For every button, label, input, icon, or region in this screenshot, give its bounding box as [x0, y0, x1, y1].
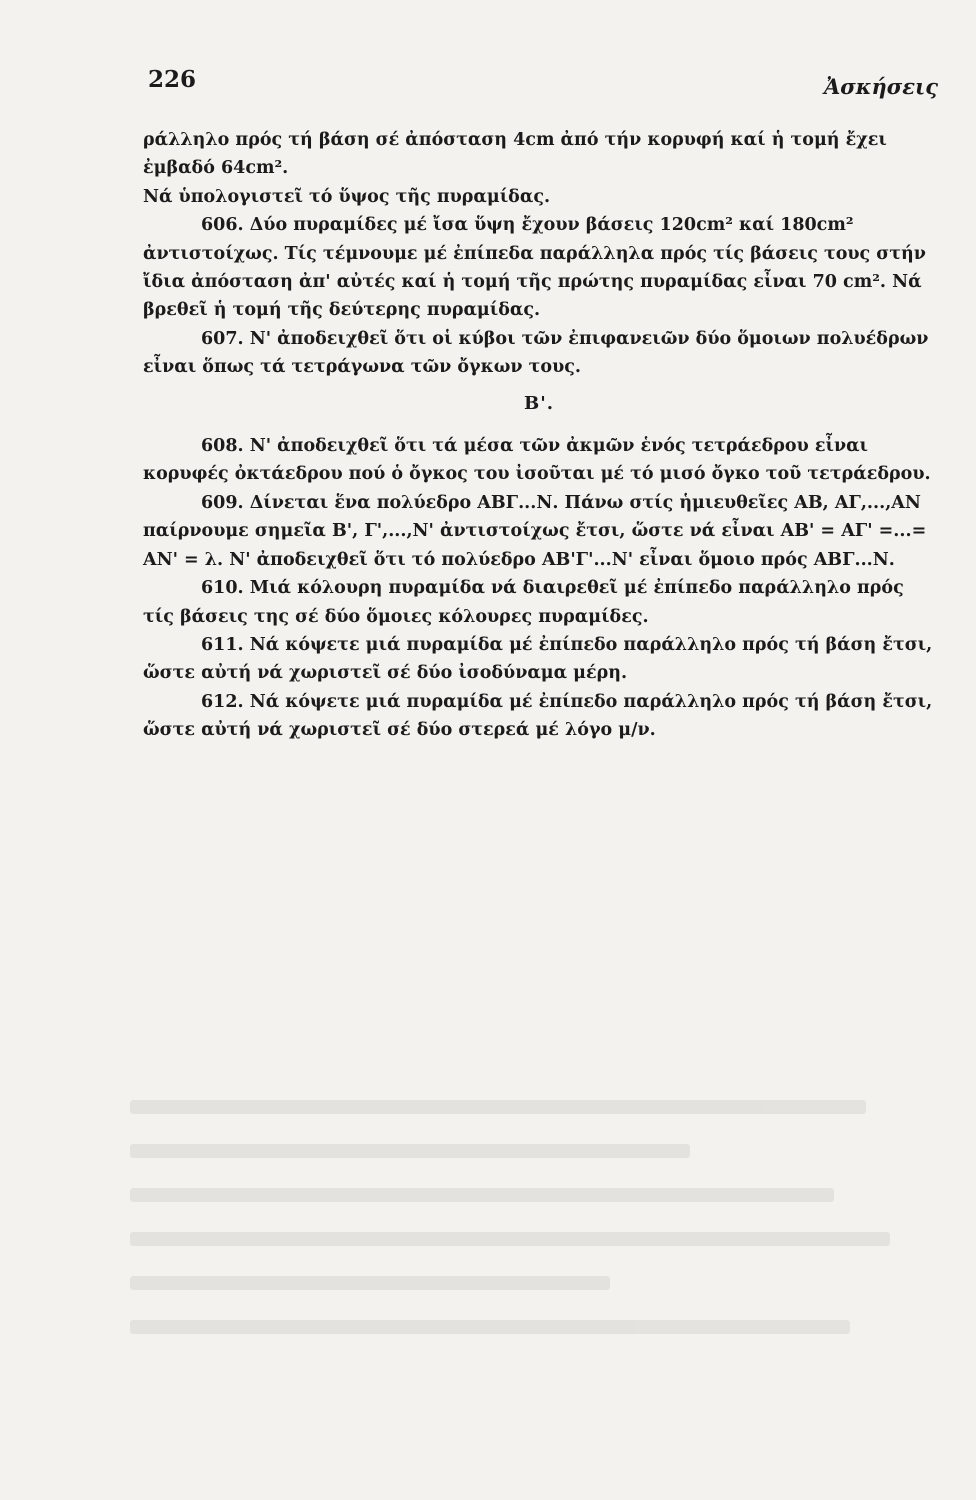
exercise-607: [143, 325, 935, 382]
exercise-611: [143, 631, 935, 688]
exercise-text: Δύο πυραμίδες μέ ἴσα ὕψη ἔχουν βάσεις 120cm² καί 180cm² ἀντιστοίχως. Τίς τέμνουμε μέ ἐπίπεδα παράλληλα πρός τίς βάσεις τους στήν ἴδια ἀπόσταση ἀπ' αὐτές καί ἡ τομή τῆς πρώτης πυραμίδας εἶναι 70 cm². Νά βρεθεῖ ἡ τομή τῆς δεύτερης πυραμίδας.: [143, 215, 926, 321]
section-heading-b: Β'.: [524, 392, 554, 414]
continued-line-1: ράλληλο πρός τή βάση σέ ἀπόσταση 4cm ἀπό τήν κορυφή καί ἡ τομή ἔχει ἐμβαδό 64cm².: [143, 130, 887, 179]
bleed-through-shadow: [130, 1100, 930, 1420]
exercise-text: Ν' ἀποδειχθεῖ ὅτι τά μέσα τῶν ἀκμῶν ἑνός τετράεδρου εἶναι κορυφές ὀκτάεδρου πού ὁ ὄγκος του ἰσοῦται μέ τό μισό ὄγκο τοῦ τετράεδρου.: [143, 436, 931, 485]
page-body: [143, 126, 935, 745]
exercise-text: Μιά κόλουρη πυραμίδα νά διαιρεθεῖ μέ ἐπίπεδο παράλληλο πρός τίς βάσεις της σέ δύο ὅμοιες κόλουρες πυραμίδες.: [143, 578, 904, 627]
exercise-number: 611.: [201, 634, 244, 655]
exercise-text: Νά κόψετε μιά πυραμίδα μέ ἐπίπεδο παράλληλο πρός τή βάση ἔτσι, ὥστε αὐτή νά χωριστεῖ σέ δύο στερεά μέ λόγο μ/ν.: [143, 691, 933, 741]
exercise-612: [143, 688, 935, 745]
exercise-number: 606.: [201, 215, 244, 236]
exercise-number: 612.: [201, 691, 244, 712]
page-number: 226: [148, 66, 197, 93]
exercise-text: Νά κόψετε μιά πυραμίδα μέ ἐπίπεδο παράλληλο πρός τή βάση ἔτσι, ὥστε αὐτή νά χωριστεῖ σέ δύο ἰσοδύναμα μέρη.: [143, 634, 933, 684]
exercise-text: Ν' ἀποδειχθεῖ ὅτι οἱ κύβοι τῶν ἐπιφανειῶν δύο ὅμοιων πολυέδρων εἶναι ὅπως τά τετράγωνα τῶν ὄγκων τους.: [143, 328, 929, 378]
exercise-text: Δίνεται ἕνα πολύεδρο ΑΒΓ...Ν. Πάνω στίς ἡμιευθεῖες ΑΒ, ΑΓ,...,ΑΝ παίρνουμε σημεῖα Β', Γ',...,Ν' ἀντιστοίχως ἔτσι, ὥστε νά εἶναι ΑΒ' = ΑΓ' =...= ΑΝ' = λ. Ν' ἀποδειχθεῖ ὅτι τό πολύεδρο ΑΒ'Γ'...Ν' εἶναι ὅμοιο πρός ΑΒΓ...Ν.: [143, 492, 927, 570]
continued-line-2: Νά ὑπολογιστεῖ τό ὕψος τῆς πυραμίδας.: [143, 186, 551, 207]
exercise-606: [143, 211, 935, 325]
page-header: [148, 66, 938, 106]
exercise-610: [143, 574, 935, 631]
exercise-number: 607.: [201, 328, 244, 349]
exercise-number: 610.: [201, 578, 244, 599]
running-head: Ἀσκήσεις: [824, 74, 938, 99]
exercise-number: 609.: [201, 492, 244, 513]
exercise-609: [143, 489, 935, 574]
exercise-number: 608.: [201, 436, 244, 457]
exercise-608: [143, 432, 935, 489]
